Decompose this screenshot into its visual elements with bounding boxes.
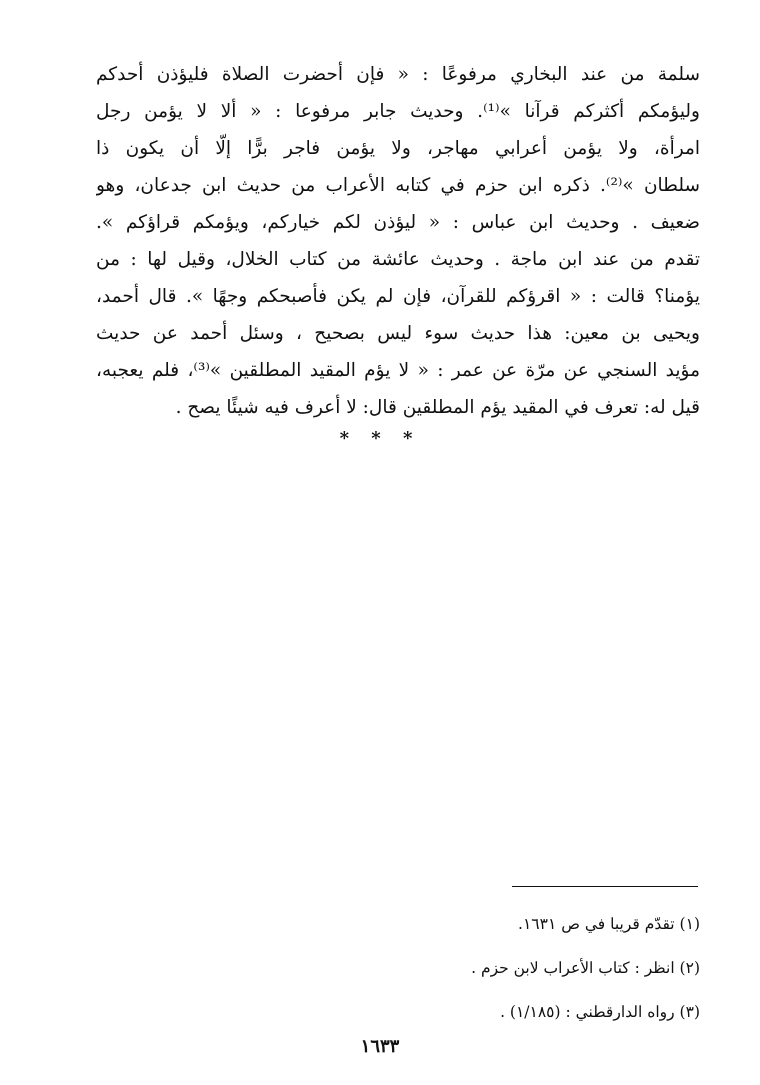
text-line: وليؤمكم أكثركم قرآنا »⁽¹⁾. وحديث جابر مرفوعا : « ألا لا يؤمن رجل [96,101,700,122]
text-line: سلطان »⁽²⁾. ذكره ابن حزم في كتابه الأعراب من حديث ابن جدعان، وهو [96,175,700,196]
text-line: ضعيف . وحديث ابن عباس : « ليؤذن لكم خياركم، ويؤمكم قراؤكم ». [96,212,700,233]
text-line: ويحيى بن معين: هذا حديث سوء ليس بصحيح ، وسئل أحمد عن حديث [96,323,700,344]
footnote: (٣) رواه الدارقطني : (١/١٨٥) . [500,1003,700,1021]
footnotes [96,902,700,1034]
text-line: سلمة من عند البخاري مرفوعًا : « فإن أحضرت الصلاة فليؤذن أحدكم [96,64,700,85]
section-separator: * * * [339,428,421,449]
text-line: امرأة، ولا يؤمن أعرابي مهاجر، ولا يؤمن فاجر برًّا إلّا أن يكون ذا [96,138,700,159]
footnote: (٢) انظر : كتاب الأعراب لابن حزم . [471,959,700,977]
main-text [96,56,700,426]
footnote-divider [512,886,698,887]
text-line: تقدم من عند ابن ماجة . وحديث عائشة من كتاب الخلال، وقيل لها : من [96,249,700,270]
text-line: قيل له: تعرف في المقيد يؤم المطلقين قال: لا أعرف فيه شيئًا يصح . [175,397,700,418]
text-line: يؤمنا؟ قالت : « اقرؤكم للقرآن، فإن لم يكن فأصبحكم وجهًا ». قال أحمد، [96,286,700,307]
page-number: ١٦٣٣ [360,1036,400,1057]
text-line: مؤيد السنجي عن مرّة عن عمر : « لا يؤم المقيد المطلقين »⁽³⁾، فلم يعجبه، [96,360,700,381]
footnote: (١) تقدّم قريبا في ص ١٦٣١. [518,915,700,933]
